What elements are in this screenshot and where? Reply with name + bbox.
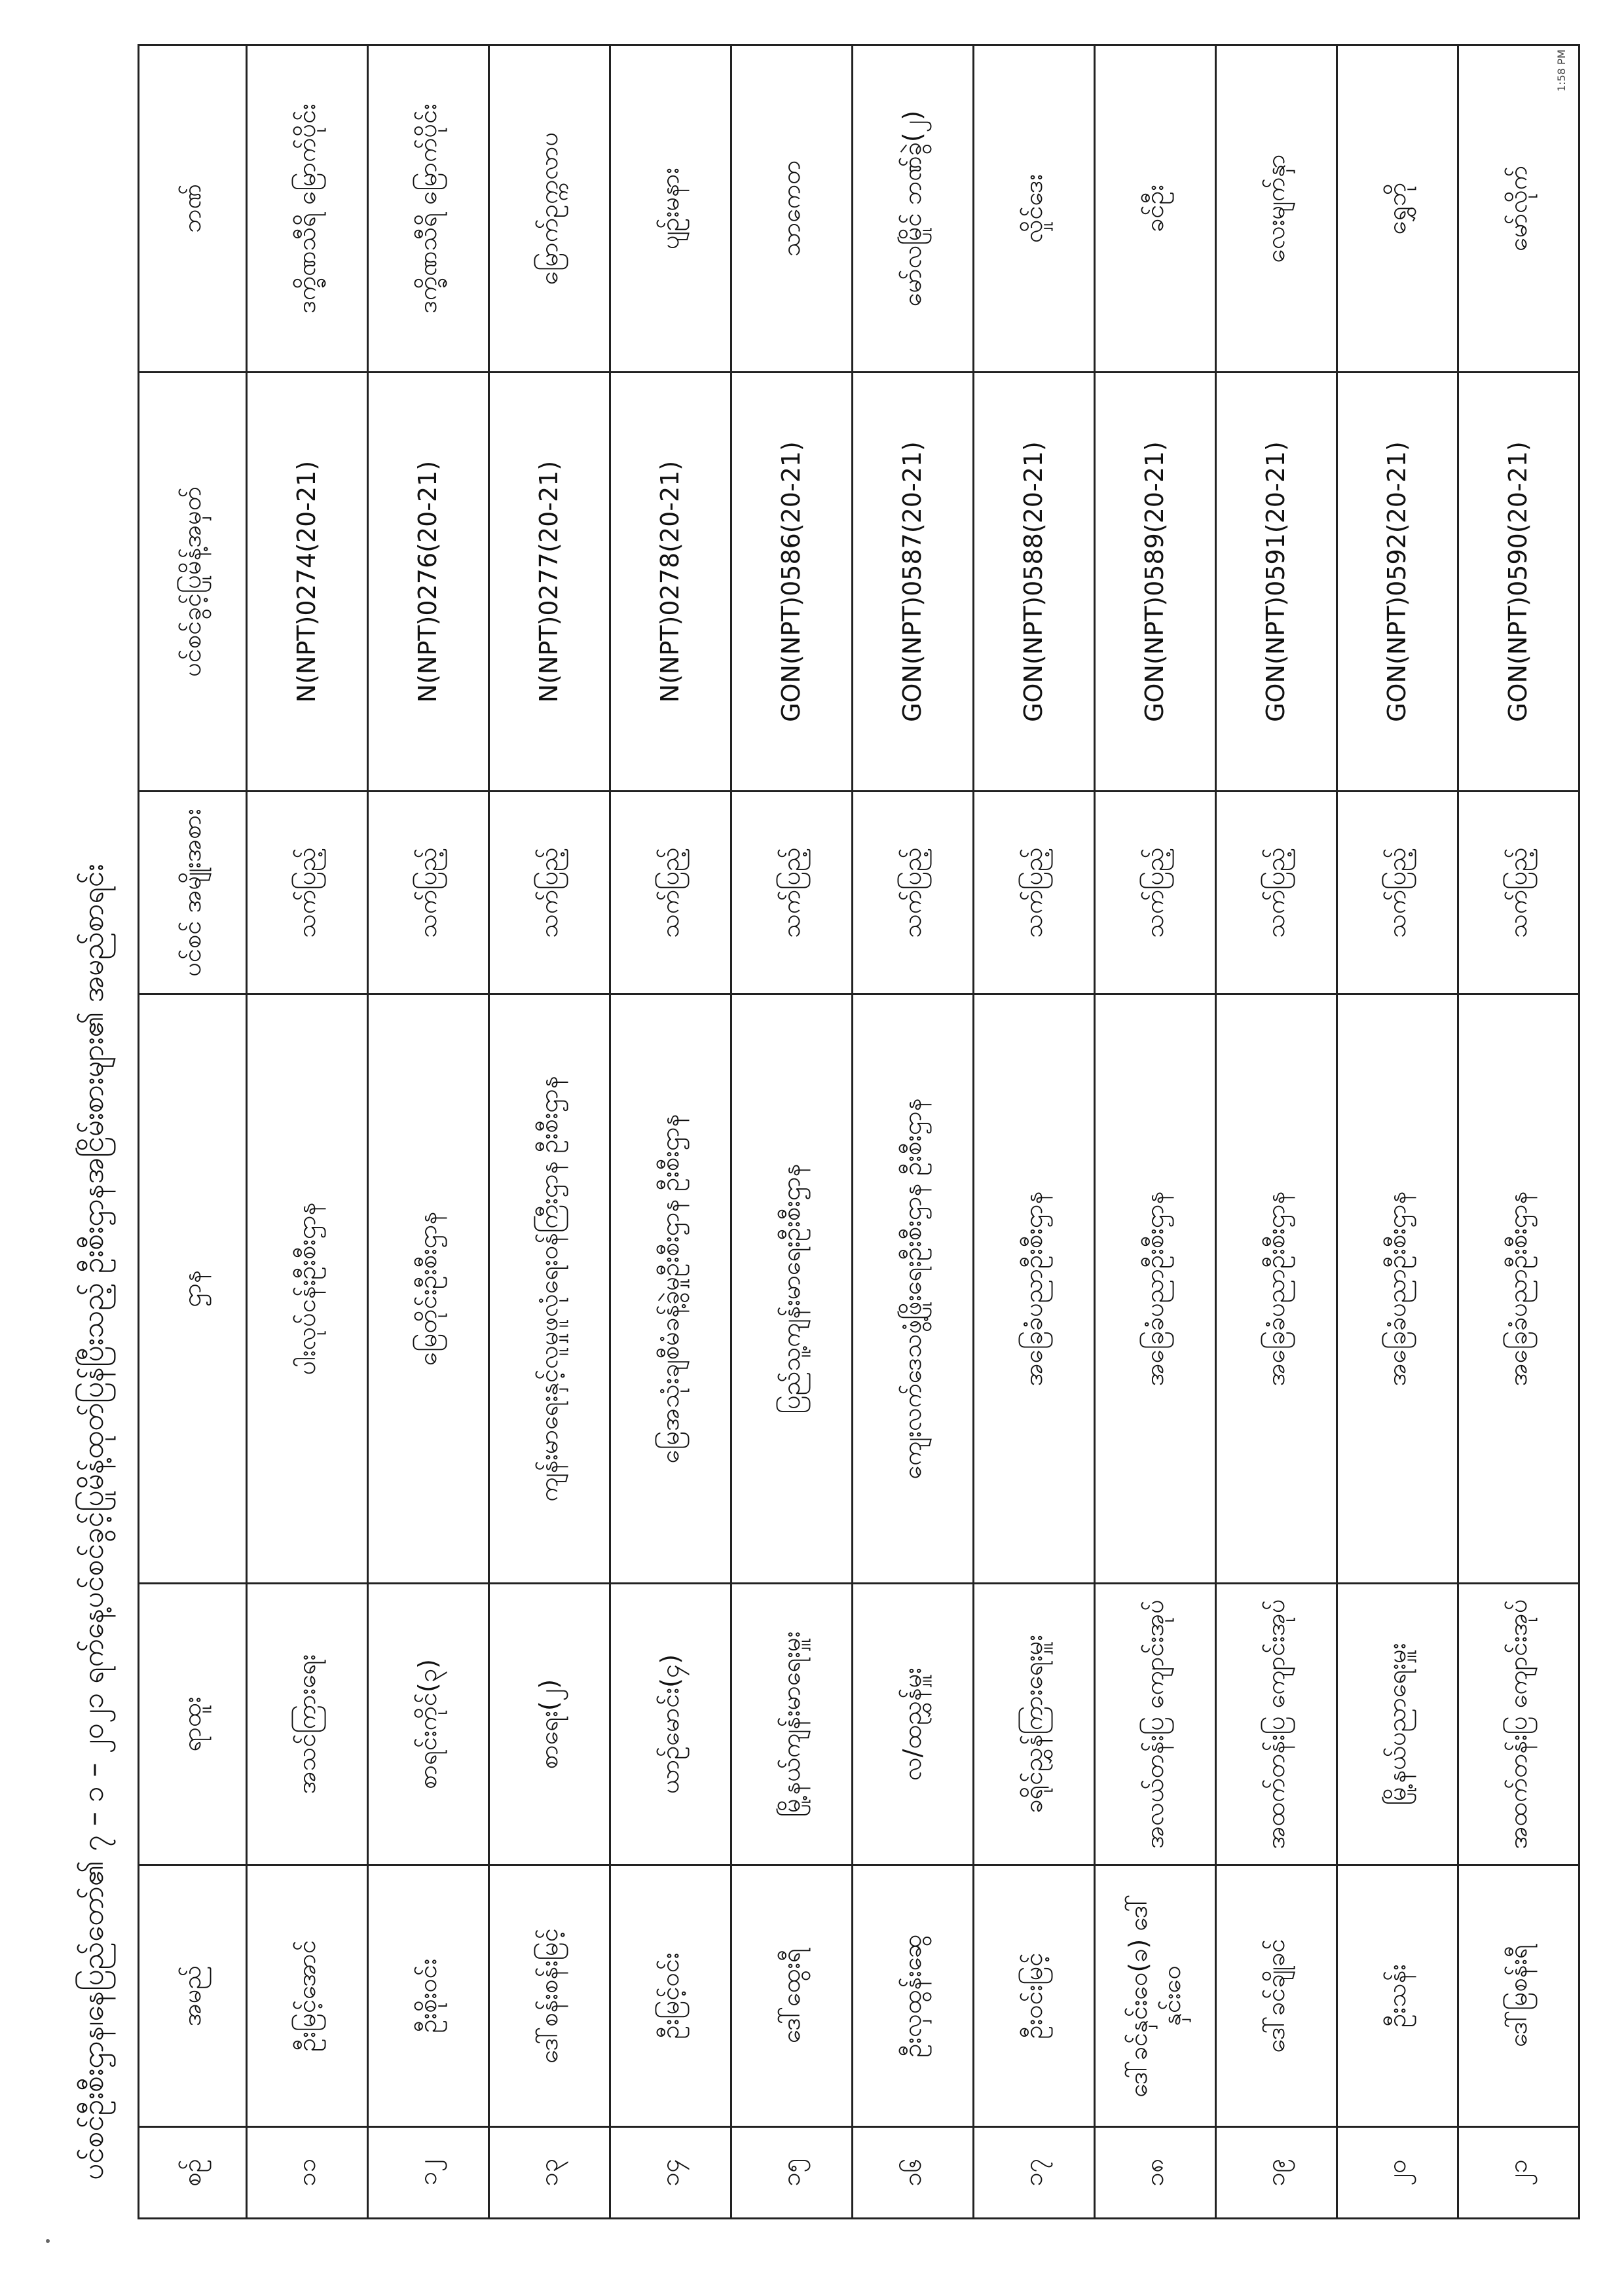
cell-town: သာကေတ bbox=[731, 45, 853, 373]
cell-no: ၂၁ bbox=[1458, 2127, 1579, 2219]
cell-no: ၁၁ bbox=[247, 2127, 368, 2219]
cell-dept: မြေအသုံးချစီမံခန့်ခွဲမှုဦးစီးဌာန ဦးစီးဌာန bbox=[610, 994, 731, 1584]
table-row bbox=[1216, 45, 1337, 2219]
cell-type: သက်ပြည့် bbox=[1337, 792, 1458, 994]
cell-post: စာရေး(၂) bbox=[489, 1584, 610, 1865]
cell-name: ဦးစိုးဝင်း bbox=[368, 1865, 489, 2127]
cell-dept: ပါးလုပ်ငန်းဦးစီးဌာန bbox=[247, 994, 368, 1584]
cell-no: ၁၅ bbox=[731, 2127, 853, 2219]
cell-type: သက်ပြည့် bbox=[974, 792, 1095, 994]
cell-dept: ကျေးလက်ဒေသဖွံ့ဖြိုးရေးဦးစီးဌာန ဦးစီးဌာန bbox=[853, 994, 974, 1584]
cell-no: ၁၇ bbox=[974, 2127, 1095, 2219]
cell-post: လ/ထညွှန်မှူး bbox=[853, 1584, 974, 1865]
rotated-sheet bbox=[52, 46, 1533, 2219]
cell-no: ၁၄ bbox=[610, 2127, 731, 2219]
cell-dept: မြေတိုင်းဦးစီးဌာန bbox=[368, 994, 489, 1584]
cell-town: မြောက်ဥက္ကလာပ bbox=[489, 45, 610, 373]
print-timestamp: 1:58 PM bbox=[1555, 49, 1568, 92]
cell-type: သက်ပြည့် bbox=[368, 792, 489, 994]
table-row bbox=[247, 45, 368, 2219]
cell-code: N(NPT)0276(20-21) bbox=[368, 373, 489, 792]
cell-name: ဒေါ်ခင်နှင်းဝေ(ခ) ဒေါ်နှင်းဝေ bbox=[1095, 1865, 1216, 2127]
table-row bbox=[974, 45, 1095, 2219]
header-dept: ဌာန bbox=[139, 994, 247, 1584]
cell-town: ခင်ဦး bbox=[1095, 45, 1216, 373]
header-no: စဉ် bbox=[139, 2127, 247, 2219]
cell-code: N(NPT)0277(20-21) bbox=[489, 373, 610, 792]
cell-name: ဒေါ်ထွေးရီ bbox=[731, 1865, 853, 2127]
cell-name: ဒေါ်ခင်ချိုခင် bbox=[1216, 1865, 1337, 2127]
cell-type: သက်ပြည့် bbox=[489, 792, 610, 994]
cell-post: အထက်တန်းပြ ကျောင်းအုပ် bbox=[1458, 1584, 1579, 1865]
cell-code: GON(NPT)0592(20-21) bbox=[1337, 373, 1458, 792]
table-row bbox=[1337, 45, 1458, 2219]
cell-post: ယာဉ်မောင်း(၄) bbox=[610, 1584, 731, 1865]
cell-no: ၁၉ bbox=[1216, 2127, 1337, 2219]
cell-no: ၁၈ bbox=[1095, 2127, 1216, 2219]
table-row bbox=[610, 45, 731, 2219]
table-row bbox=[368, 45, 489, 2219]
cell-code: N(NPT)0274(20-21) bbox=[247, 373, 368, 792]
table-header-row bbox=[139, 45, 247, 2219]
cell-code: GON(NPT)0586(20-21) bbox=[731, 373, 853, 792]
cell-code: N(NPT)0278(20-21) bbox=[610, 373, 731, 792]
cell-town: ဒက္ခိဏသီရိ မြောက်ပိုင်း bbox=[247, 45, 368, 373]
cell-type: သက်ပြည့် bbox=[853, 792, 974, 994]
cell-town: ရွှေဘို bbox=[1337, 45, 1458, 373]
cell-no: ၂၀ bbox=[1337, 2127, 1458, 2219]
table-row bbox=[731, 45, 853, 2219]
cell-type: သက်ပြည့် bbox=[1095, 792, 1216, 994]
table-row bbox=[489, 45, 610, 2219]
cell-no: ၁၃ bbox=[489, 2127, 610, 2219]
cell-post: အထက်တန်းပြ ကျောင်းအုပ် bbox=[1216, 1584, 1337, 1865]
cell-town: မော်လမြိုင် ဘဏ်ခွဲ(၂) bbox=[853, 45, 974, 373]
cell-name: ဦးဝင်းမြင့် bbox=[974, 1865, 1095, 2127]
cell-name: ဒေါ်မြစန်းရီ bbox=[1458, 1865, 1579, 2127]
cell-dept: အခြေခံပညာဦးစီးဌာန bbox=[1458, 994, 1579, 1584]
cell-no: ၁၂ bbox=[368, 2127, 489, 2219]
cell-post: မြို့နယ်ကျန်းမာရေးမှူး bbox=[731, 1584, 853, 1865]
cell-dept: အခြေခံပညာဦးစီးဌာန bbox=[1095, 994, 1216, 1584]
table-row bbox=[1458, 45, 1579, 2219]
cell-type: သက်ပြည့် bbox=[247, 792, 368, 994]
cell-code: GON(NPT)0588(20-21) bbox=[974, 373, 1095, 792]
cell-code: GON(NPT)0589(20-21) bbox=[1095, 373, 1216, 792]
document-title: ပင်စင်ဦးစီးဌာန၊နေပြည်တော်၏ ၇ – ၁ – ၂၀၂၁ ရက်နေ့ပင်စင်ခွင့်ပြုမိန့်ထုတ်ပြန်ပြီးသည့် ဦးစီးဌာနအငြိမ်းစားများ၏ အမည်စာရင်း bbox=[77, 864, 110, 2180]
cell-town: ပျဉ်းမနား bbox=[610, 45, 731, 373]
cell-name: ဦးမြင့်ဝင်း bbox=[610, 1865, 731, 2127]
pension-table bbox=[138, 44, 1580, 2219]
table-row bbox=[1095, 45, 1216, 2219]
cell-town: မော်လိုက် bbox=[1458, 45, 1579, 373]
scan-dot bbox=[46, 2239, 50, 2243]
cell-name: ဦးမြင့်အောင် bbox=[247, 1865, 368, 2127]
cell-dept: ပြည်သူ့ကျန်းမာရေးဦးစီးဌာန bbox=[731, 994, 853, 1584]
cell-dept: အခြေခံပညာဦးစီးဌာန bbox=[1216, 994, 1337, 1584]
cell-post: မြို့နယ်ပညာရေးမှူး bbox=[1337, 1584, 1458, 1865]
cell-code: GON(NPT)0590(20-21) bbox=[1458, 373, 1579, 792]
cell-dept: ကျန်းမာရေးနှင့်လူမှုဖူလုံရေးဝန်ကြီးဌာန ဦးစီးဌာန bbox=[489, 994, 610, 1584]
cell-town: လေးမျက်နှာ bbox=[1216, 45, 1337, 373]
cell-name: ဒေါ်စန်းစန်းမြင့် bbox=[489, 1865, 610, 2127]
table-row bbox=[853, 45, 974, 2219]
cell-no: ၁၆ bbox=[853, 2127, 974, 2219]
cell-type: သက်ပြည့် bbox=[1458, 792, 1579, 994]
header-code: ပင်စင်ခွင့်ပြုမိန့်အမှတ် bbox=[139, 373, 247, 792]
cell-code: GON(NPT)0587(20-21) bbox=[853, 373, 974, 792]
cell-town: ဒက္ခိဏသီရိ မြောက်ပိုင်း bbox=[368, 45, 489, 373]
cell-post: ခရိုင်ညွှန်ကြားရေးမှူး bbox=[974, 1584, 1095, 1865]
header-name: အမည် bbox=[139, 1865, 247, 2127]
header-type: ပင်စင် အမျိုးအစား bbox=[139, 792, 247, 994]
cell-post: အသင်ကြားရေး bbox=[247, 1584, 368, 1865]
cell-post: အလယ်တန်းပြ ကျောင်းအုပ် bbox=[1095, 1584, 1216, 1865]
cell-dept: အခြေခံပညာဦးစီးဌာန bbox=[974, 994, 1095, 1584]
cell-type: သက်ပြည့် bbox=[731, 792, 853, 994]
cell-type: သက်ပြည့် bbox=[610, 792, 731, 994]
cell-town: လှိုင်ဒေး bbox=[974, 45, 1095, 373]
header-town: ဘဏ် bbox=[139, 45, 247, 373]
cell-post: စာရင်းကိုင်(၃) bbox=[368, 1584, 489, 1865]
cell-dept: အခြေခံပညာဦးစီးဌာန bbox=[1337, 994, 1458, 1584]
cell-name: ဦးသန်း bbox=[1337, 1865, 1458, 2127]
cell-code: GON(NPT)0591(20-21) bbox=[1216, 373, 1337, 792]
header-post: ရာထူး bbox=[139, 1584, 247, 1865]
cell-name: ဦးလှထွန်းဆွေ bbox=[853, 1865, 974, 2127]
cell-type: သက်ပြည့် bbox=[1216, 792, 1337, 994]
